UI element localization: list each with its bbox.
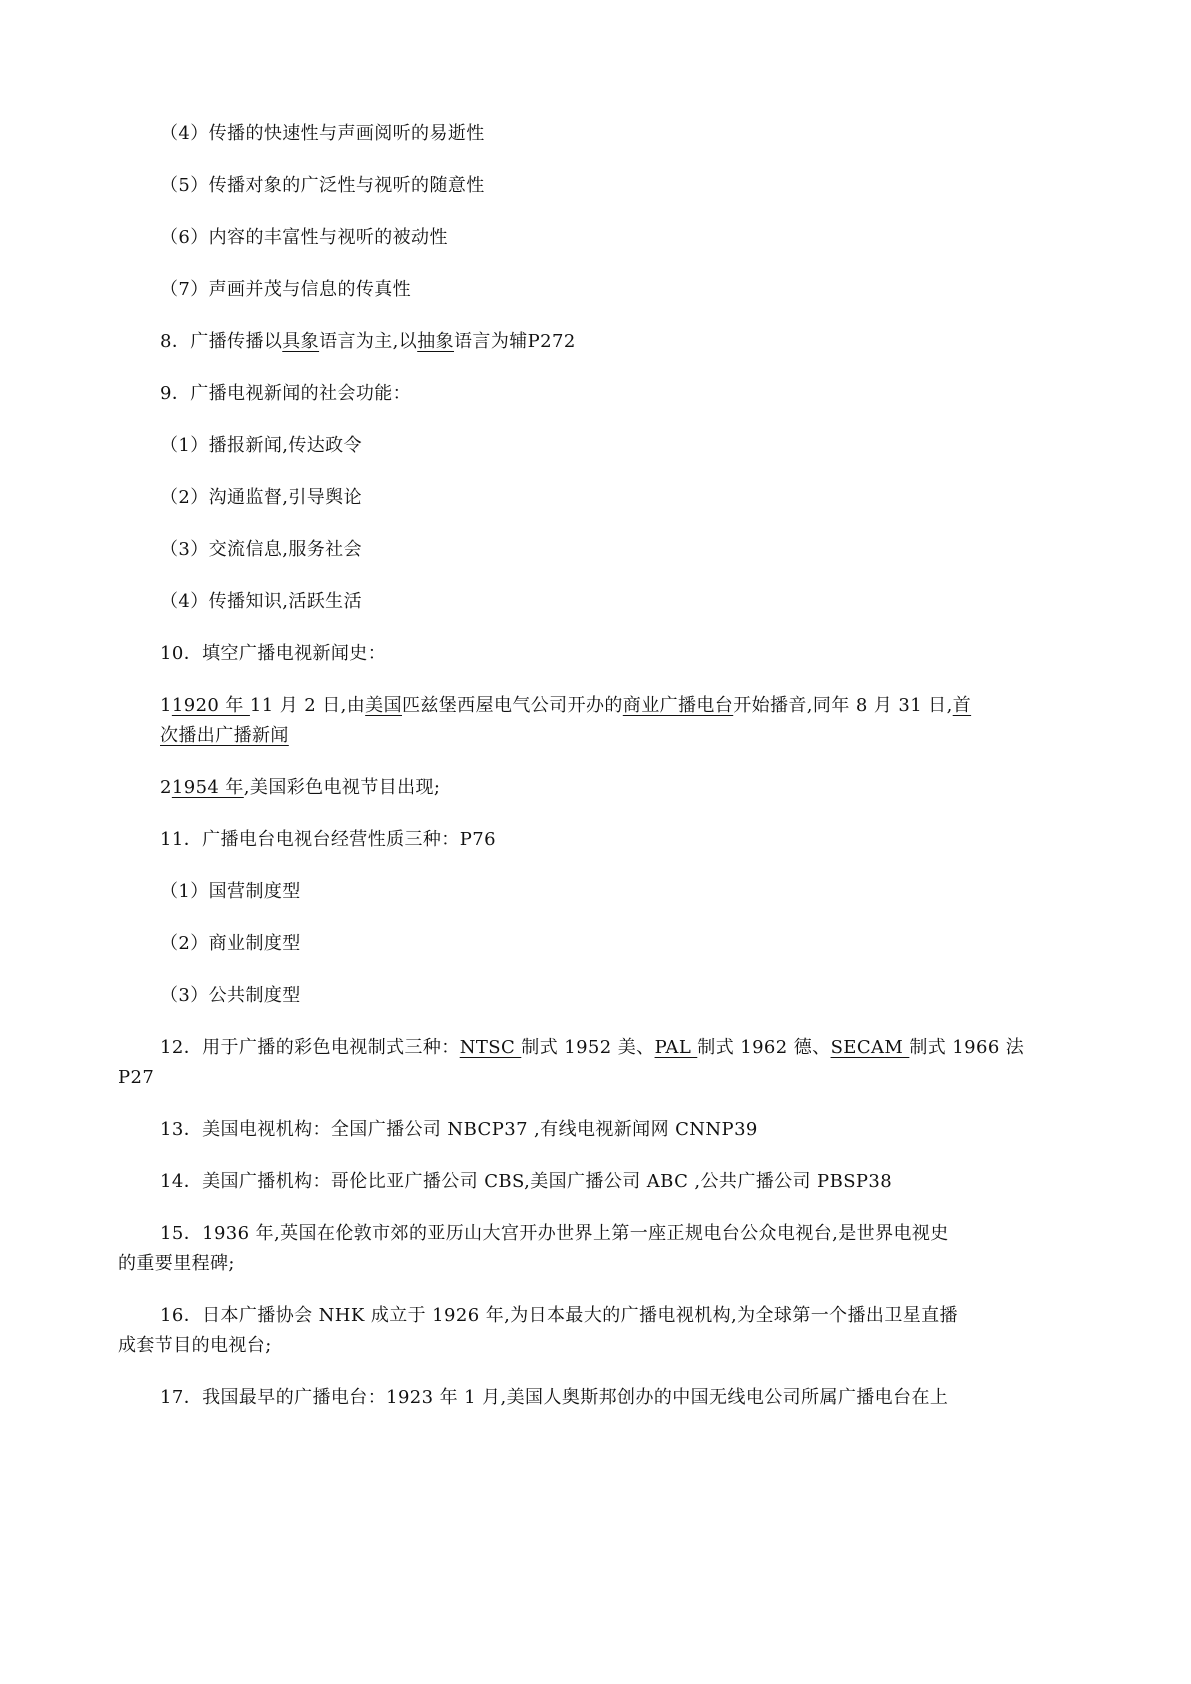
underlined-term: 次播出广播新闻 xyxy=(160,725,289,746)
underlined-term: 具象 xyxy=(282,331,320,352)
list-item: （2）沟通监督,引导舆论 xyxy=(160,487,362,508)
list-item: （2）商业制度型 xyxy=(160,933,301,954)
list-item: （4）传播知识,活跃生活 xyxy=(160,591,362,612)
list-item: （7）声画并茂与信息的传真性 xyxy=(160,279,412,300)
item-15-line-1: 15．1936 年,英国在伦敦市郊的亚历山大宫开办世界上第一座正规电台公众电视台,是世界电视史 xyxy=(160,1223,949,1244)
history-line-2: 21954 年,美国彩色电视节目出现; xyxy=(160,777,441,798)
list-item: （1）国营制度型 xyxy=(160,881,301,902)
item-16-line-1: 16．日本广播协会 NHK 成立于 1926 年,为日本最大的广播电视机构,为全球第一个播出卫星直播 xyxy=(160,1305,958,1326)
item-12-paragraph: 12．用于广播的彩色电视制式三种：NTSC 制式 1952 美、PAL 制式 1962 德、SECAM 制式 1966 法 xyxy=(160,1037,1025,1058)
history-line-1-cont xyxy=(160,726,289,746)
list-item: （3）交流信息,服务社会 xyxy=(160,539,362,560)
underlined-term: SECAM xyxy=(830,1037,910,1058)
item-16-line-2: 成套节目的电视台; xyxy=(118,1335,272,1356)
list-item: （6）内容的丰富性与视听的被动性 xyxy=(160,227,448,248)
list-item: （3）公共制度型 xyxy=(160,985,301,1006)
item-8-paragraph: 8．广播传播以具象语言为主,以抽象语言为辅P272 xyxy=(160,331,576,352)
item-17-line-1: 17．我国最早的广播电台：1923 年 1 月,美国人奥斯邦创办的中国无线电公司所属广播电台在上 xyxy=(160,1387,949,1408)
underlined-term: PAL xyxy=(654,1037,698,1058)
item-15-line-2: 的重要里程碑; xyxy=(118,1253,235,1274)
list-item: （1）播报新闻,传达政令 xyxy=(160,435,362,456)
list-item: （5）传播对象的广泛性与视听的随意性 xyxy=(160,175,485,196)
underlined-term: 抽象 xyxy=(417,331,455,352)
underlined-term: NTSC xyxy=(459,1037,522,1058)
item-11-heading: 11．广播电台电视台经营性质三种：P76 xyxy=(160,829,496,850)
underlined-term: 1920 年 xyxy=(171,695,250,716)
underlined-term: 商业广播电台 xyxy=(622,695,734,716)
item-10-heading: 10．填空广播电视新闻史： xyxy=(160,643,387,664)
underlined-term: 美国 xyxy=(365,695,402,716)
item-9-heading: 9．广播电视新闻的社会功能： xyxy=(160,383,412,404)
item-14-paragraph: 14．美国广播机构：哥伦比亚广播公司 CBS,美国广播公司 ABC ,公共广播公司 PBSP38 xyxy=(160,1171,893,1192)
history-line-1: 11920 年 11 月 2 日,由美国匹兹堡西屋电气公司开办的商业广播电台开始播音,同年 8 月 31 日,首 xyxy=(160,695,972,716)
item-12-cont: P27 xyxy=(118,1067,155,1088)
underlined-term: 1954 年 xyxy=(171,777,244,798)
underlined-term: 首 xyxy=(952,695,972,716)
item-13-paragraph: 13．美国电视机构：全国广播公司 NBCP37 ,有线电视新闻网 CNNP39 xyxy=(160,1119,758,1140)
list-item: （4）传播的快速性与声画阅听的易逝性 xyxy=(160,123,485,144)
